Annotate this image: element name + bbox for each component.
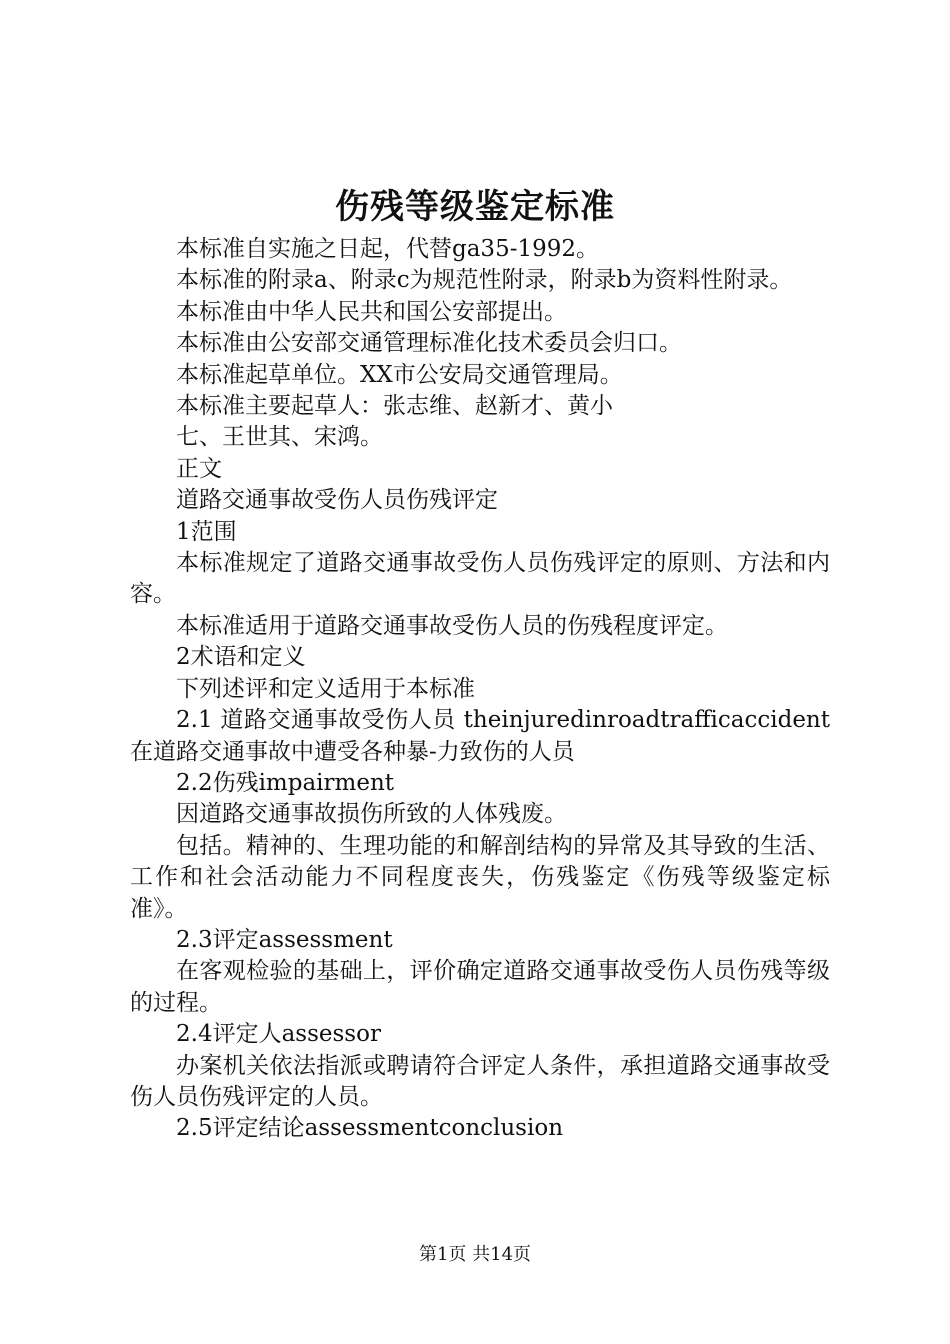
page-footer: 第1页 共14页 xyxy=(418,1244,532,1265)
subsection-heading: 2.3评定assessment xyxy=(176,926,393,953)
paragraph: 本标准的附录a、附录c为规范性附录，附录b为资料性附录。 xyxy=(176,267,793,294)
paragraph: 因道路交通事故损伤所致的人体残废。 xyxy=(176,801,567,828)
paragraph: 下列述评和定义适用于本标准 xyxy=(176,675,475,702)
paragraph: 包括。精神的、生理功能的和解剖结构的异常及其导致的生活、工作和社会活动能力不同程度丧失，伤残鉴定《伤残等级鉴定标准》。 xyxy=(130,832,830,922)
paragraph: 办案机关依法指派或聘请符合评定人条件，承担道路交通事故受伤人员伤残评定的人员。 xyxy=(130,1052,830,1110)
paragraph: 道路交通事故受伤人员伤残评定 xyxy=(176,487,498,514)
subsection-heading: 2.5评定结论assessmentconclusion xyxy=(176,1115,564,1142)
subsection-heading: 2.2伤残impairment xyxy=(176,769,395,796)
paragraph: 正文 xyxy=(176,455,222,482)
section-heading: 2术语和定义 xyxy=(176,644,306,671)
paragraph: 本标准适用于道路交通事故受伤人员的伤残程度评定。 xyxy=(176,612,728,639)
section-heading: 1范围 xyxy=(176,518,237,545)
paragraph: 2.1 道路交通事故受伤人员 theinjuredinroadtrafficaccident在道路交通事故中遭受各种暴-力致伤的人员 xyxy=(130,707,830,765)
paragraph: 本标准起草单位。XX市公安局交通管理局。 xyxy=(176,361,623,388)
paragraph: 本标准规定了道路交通事故受伤人员伤残评定的原则、方法和内容。 xyxy=(130,550,830,608)
document-title: 伤残等级鉴定标准 xyxy=(335,187,615,227)
paragraph: 本标准由中华人民共和国公安部提出。 xyxy=(176,298,567,325)
paragraph: 七、王世其、宋鸿。 xyxy=(176,424,383,451)
paragraph: 本标准由公安部交通管理标准化技术委员会归口。 xyxy=(176,330,682,357)
paragraph: 本标准自实施之日起，代替ga35-1992。 xyxy=(176,236,600,262)
paragraph: 本标准主要起草人：张志维、赵新才、黄小 xyxy=(176,393,613,420)
document-body xyxy=(130,234,830,1145)
paragraph: 在客观检验的基础上，评价确定道路交通事故受伤人员伤残等级的过程。 xyxy=(130,958,830,1016)
subsection-heading: 2.4评定人assessor xyxy=(176,1021,381,1048)
